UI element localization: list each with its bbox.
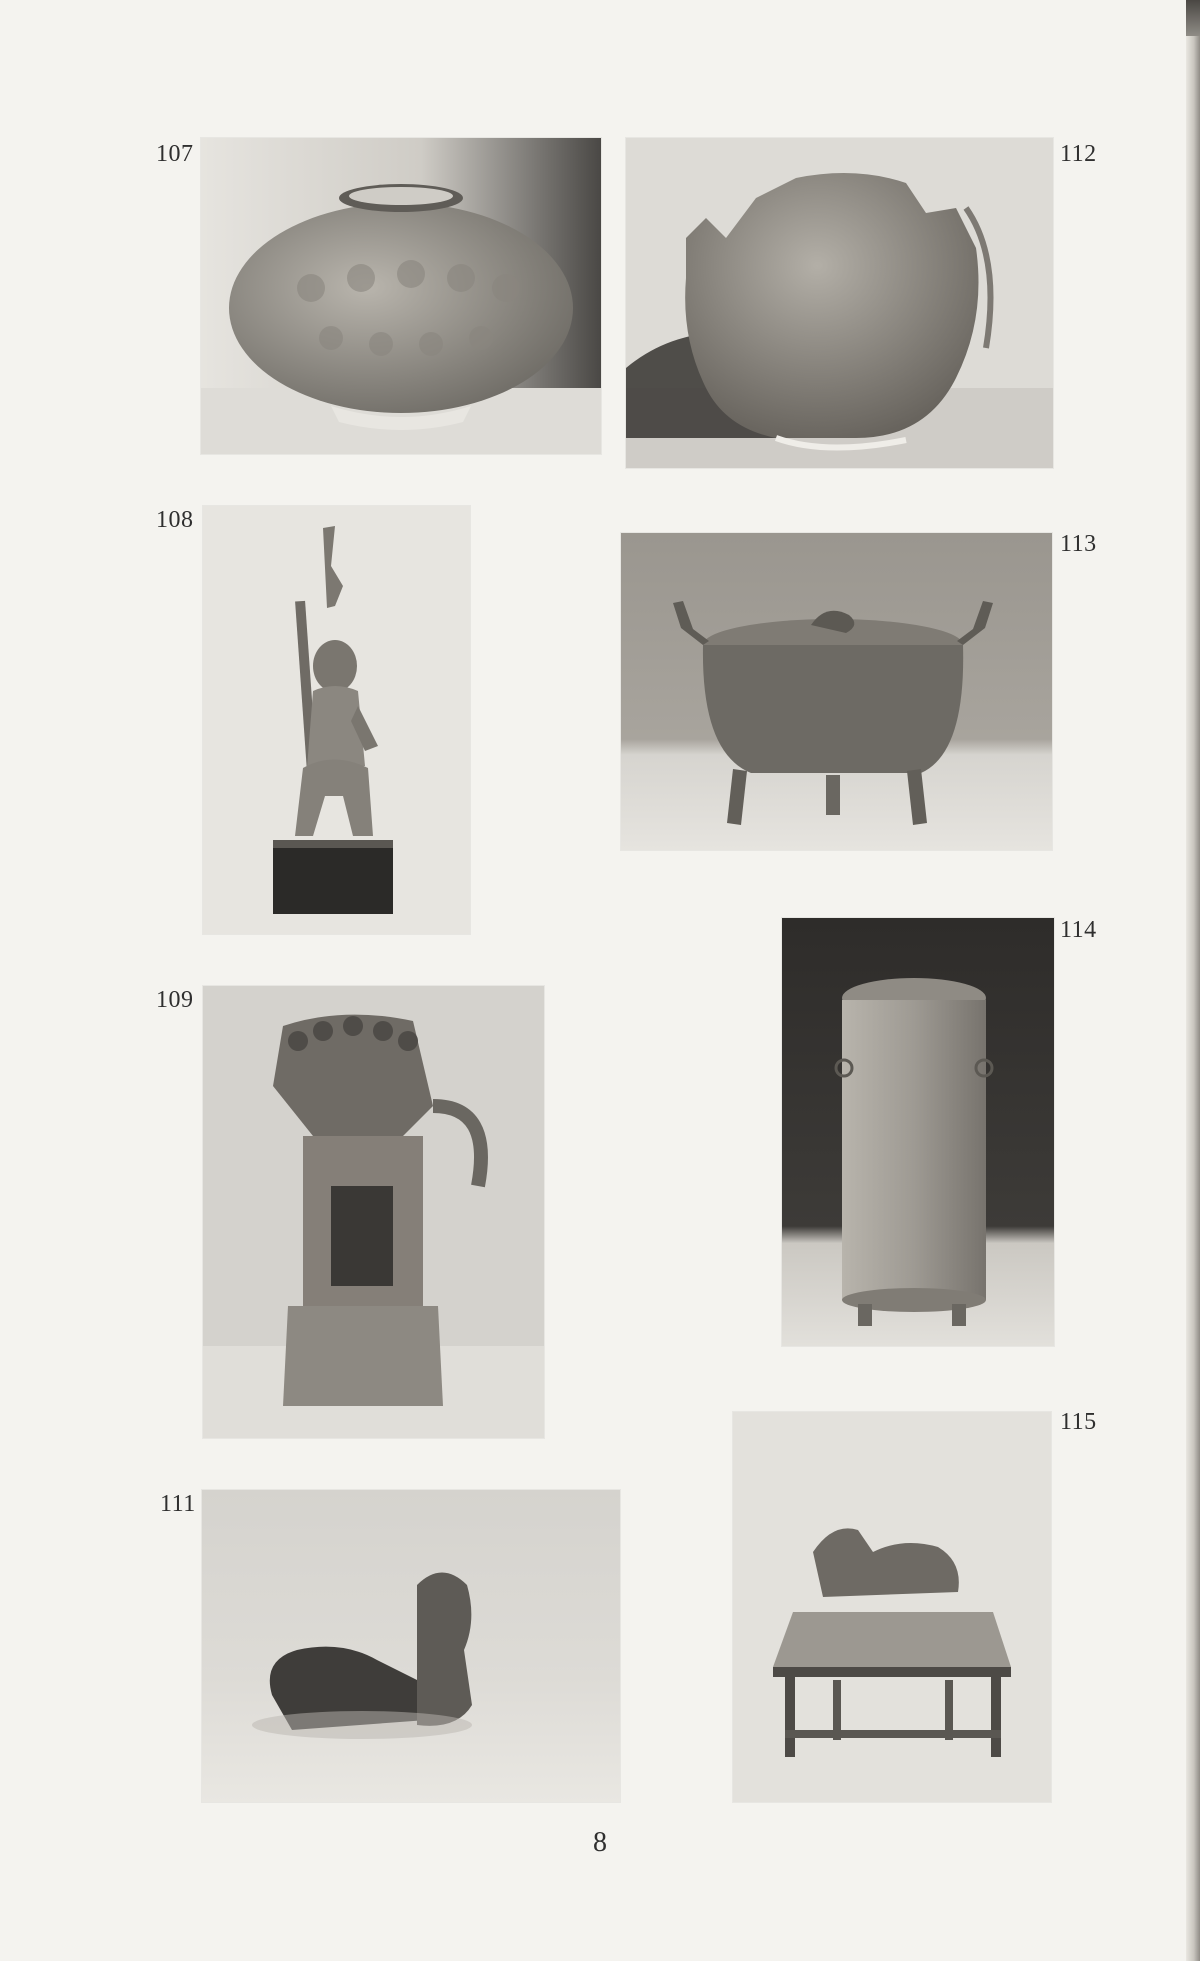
plate-112-photo [626, 138, 1053, 468]
plate-108-photo [203, 506, 470, 934]
plate-113-photo [621, 533, 1052, 850]
kneeling-figure-icon [203, 506, 470, 934]
plate-number-112: 112 [1060, 141, 1097, 167]
lidded-tripod-vessel-icon [621, 533, 1052, 850]
plate-number-114: 114 [1060, 917, 1097, 943]
plate-number-111: 111 [160, 1491, 196, 1517]
plate-111-photo [202, 1490, 620, 1802]
plate-number-108: 108 [156, 507, 194, 533]
bowl-fragment-icon [626, 138, 1053, 468]
pottery-model-icon [203, 986, 544, 1438]
plate-114-photo [782, 918, 1054, 1346]
plate-number-109: 109 [156, 987, 194, 1013]
globular-jar-icon [201, 138, 601, 454]
page-number: 8 [593, 1827, 607, 1858]
plate-number-115: 115 [1060, 1409, 1097, 1435]
plate-number-113: 113 [1060, 531, 1097, 557]
recumbent-animal-icon [202, 1490, 620, 1802]
book-spine-shadow [1186, 0, 1200, 36]
plate-number-107: 107 [156, 141, 194, 167]
book-spine-edge [1186, 0, 1200, 1961]
plate-109-photo [203, 986, 544, 1438]
animal-on-stand-icon [733, 1412, 1051, 1802]
cylindrical-lidded-jar-icon [782, 918, 1054, 1346]
plate-107-photo [201, 138, 601, 454]
plate-115-photo [733, 1412, 1051, 1802]
